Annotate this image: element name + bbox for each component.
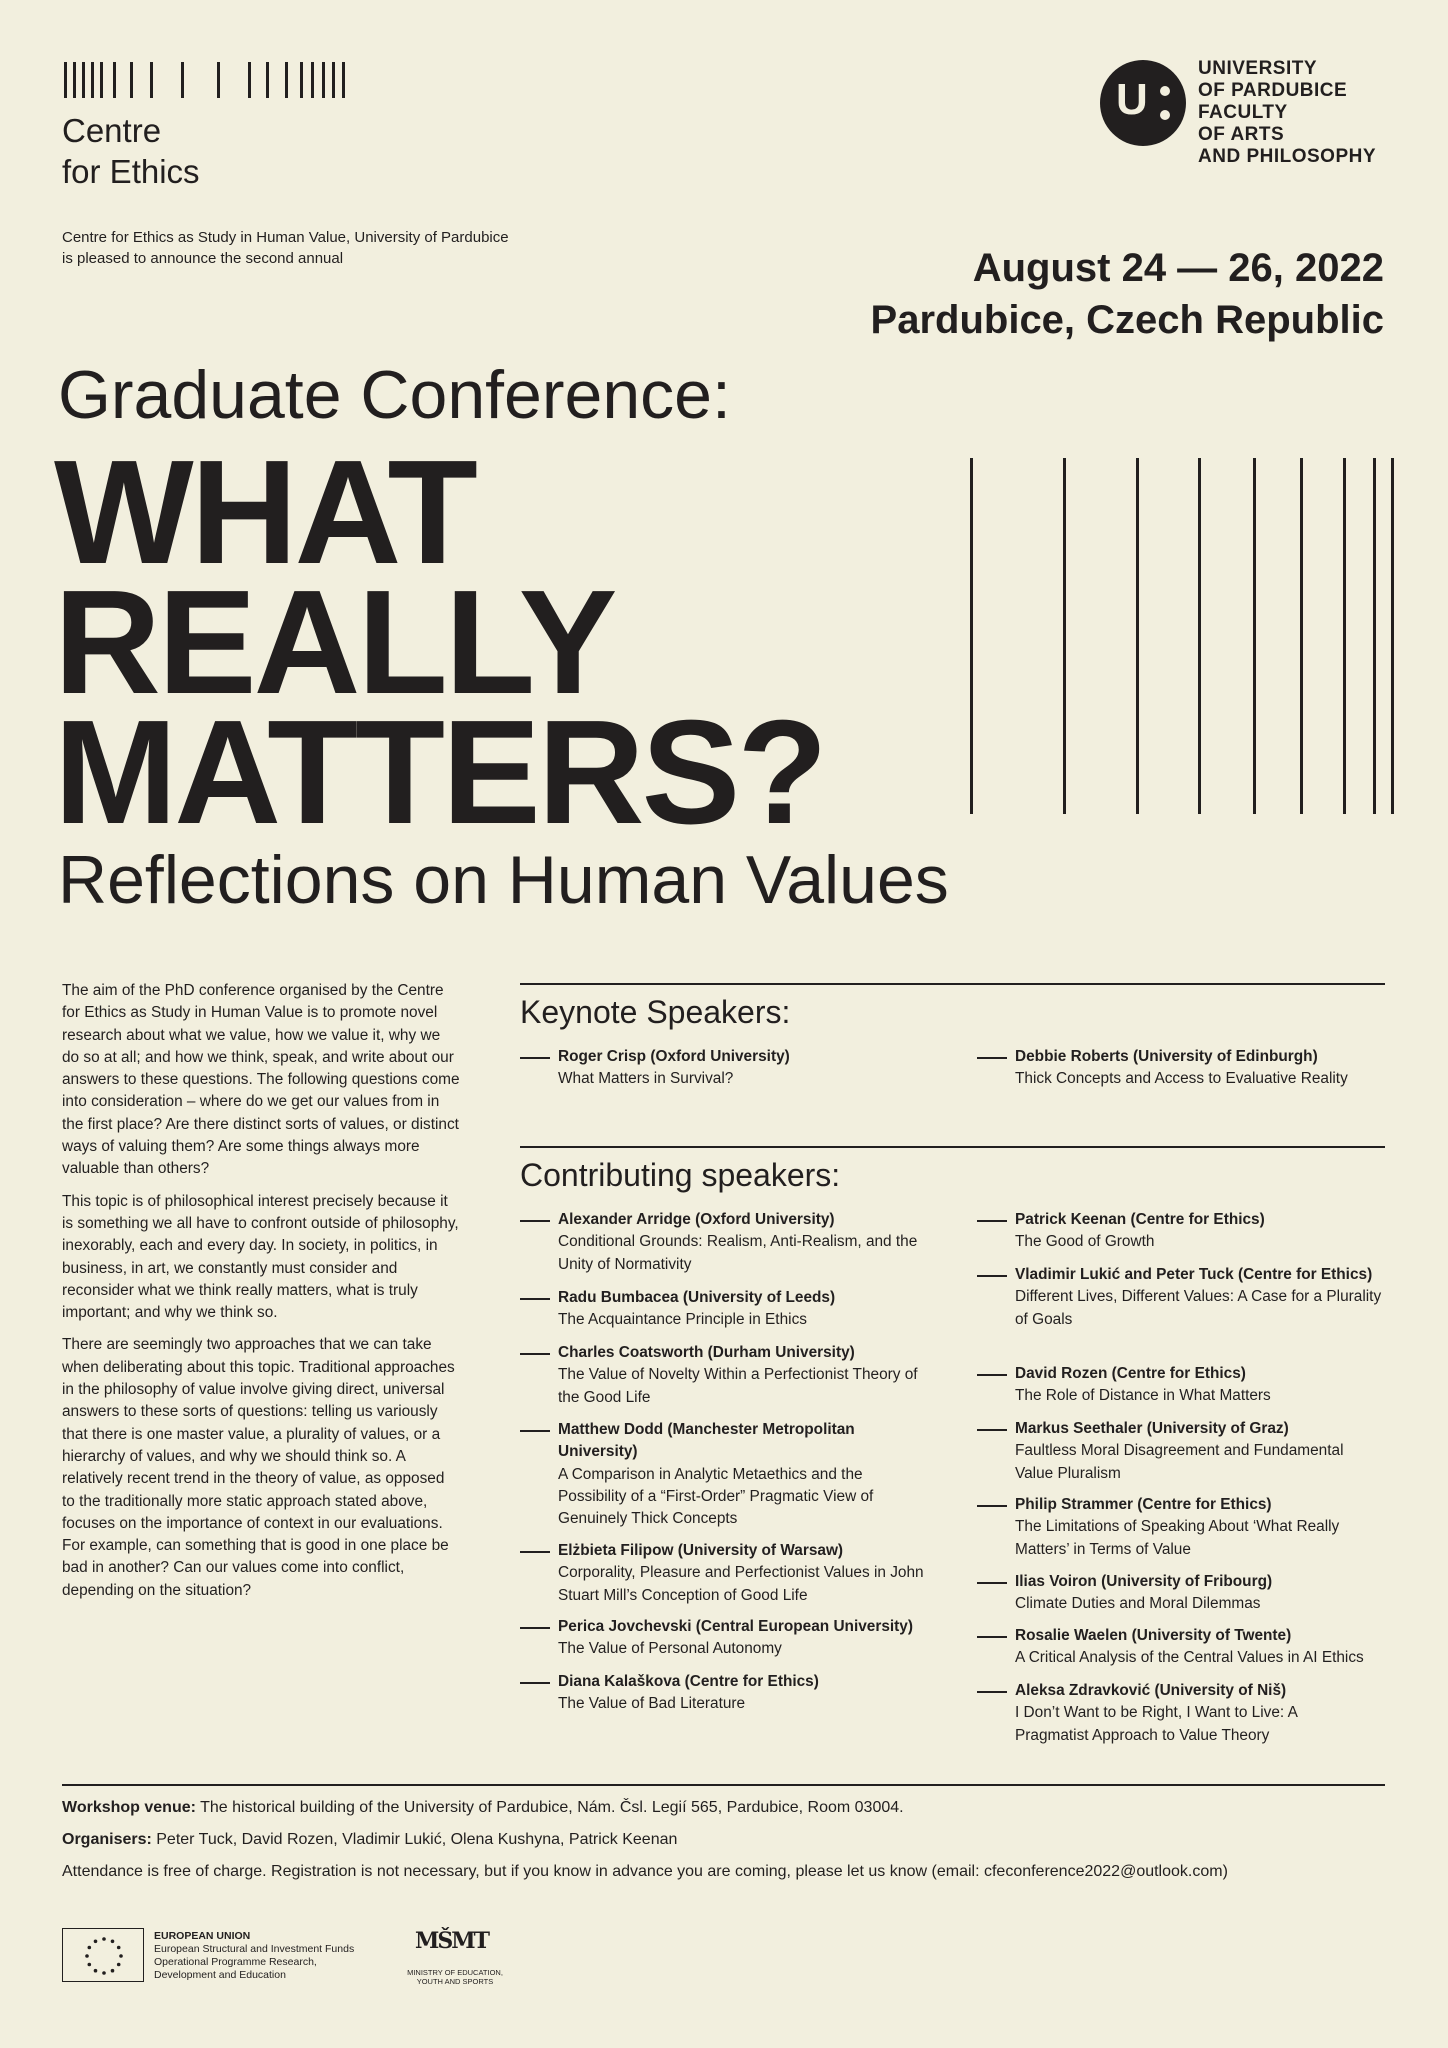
speaker-name: Matthew Dodd (Manchester Metropolitan University) bbox=[558, 1421, 855, 1461]
eu-star bbox=[94, 1940, 98, 1944]
contributing-speaker bbox=[520, 1616, 930, 1661]
university-name-line: OF PARDUBICE bbox=[1198, 80, 1348, 101]
speaker-name: Markus Seethaler (University of Graz) bbox=[1015, 1420, 1289, 1437]
contributing-speaker bbox=[520, 1540, 930, 1607]
vertical-line bbox=[1391, 458, 1394, 814]
bar bbox=[311, 62, 314, 98]
headline-line: REALLY bbox=[54, 560, 615, 725]
university-name-line: FACULTY bbox=[1198, 102, 1288, 123]
eu-star bbox=[111, 1940, 115, 1944]
eu-star bbox=[117, 1963, 121, 1967]
bar bbox=[217, 62, 220, 98]
attendance-line: Attendance is free of charge. Registration is not necessary, but if you know in advance you are coming, please let us know (email: cfeconference2022@outlook.com) bbox=[62, 1863, 1228, 1880]
eu-star bbox=[102, 1971, 106, 1975]
speaker-talk: Conditional Grounds: Realism, Anti-Realism, and the Unity of Normativity bbox=[558, 1233, 918, 1273]
speaker-talk: Climate Duties and Moral Dilemmas bbox=[1015, 1595, 1261, 1613]
vertical-line bbox=[970, 458, 973, 814]
conference-headline bbox=[54, 430, 825, 855]
speaker-talk: The Value of Novelty Within a Perfectionist Theory of the Good Life bbox=[558, 1366, 918, 1406]
contributing-speaker bbox=[977, 1571, 1397, 1616]
organisers-text: Peter Tuck, David Rozen, Vladimir Lukić, Olena Kushyna, Patrick Keenan bbox=[151, 1831, 678, 1848]
speaker-talk: Different Lives, Different Values: A Case for a Plurality of Goals bbox=[1015, 1288, 1382, 1328]
speaker-name: Ilias Voiron (University of Fribourg) bbox=[1015, 1573, 1273, 1590]
speaker-name: Rosalie Waelen (University of Twente) bbox=[1015, 1627, 1292, 1644]
venue-text: The historical building of the University of Pardubice, Nám. Čsl. Legií 565, Pardubice, Room 03004. bbox=[195, 1799, 904, 1816]
contributing-speaker bbox=[977, 1209, 1397, 1254]
bar bbox=[248, 62, 251, 98]
vertical-line bbox=[1300, 458, 1303, 814]
eu-star bbox=[119, 1954, 123, 1958]
bar bbox=[130, 62, 133, 98]
conference-kicker: Graduate Conference: bbox=[58, 357, 731, 433]
university-name-line: OF ARTS bbox=[1198, 124, 1285, 145]
eu-funding-text bbox=[154, 1930, 374, 1982]
speaker-talk: I Don’t Want to be Right, I Want to Live: A Pragmatist Approach to Value Theory bbox=[1015, 1704, 1298, 1744]
speaker-name: Diana Kalaškova (Centre for Ethics) bbox=[558, 1673, 819, 1690]
headline-line: WHAT bbox=[54, 430, 475, 595]
university-name bbox=[1198, 58, 1376, 168]
bar bbox=[150, 62, 153, 98]
eu-flag-icon bbox=[62, 1928, 144, 1982]
event-date: August 24 — 26, 2022 bbox=[972, 246, 1384, 290]
decorative-vertical-lines bbox=[970, 458, 1390, 814]
speaker-talk: The Value of Personal Autonomy bbox=[558, 1640, 782, 1658]
bar bbox=[285, 62, 288, 98]
bar bbox=[82, 62, 85, 98]
footer-info bbox=[62, 1792, 1392, 1888]
about-paragraph: There are seemingly two approaches that we can take when deliberating about this topic. Traditional approaches in the philosophy of value involve giving direct, universal answers to these sorts of questions: telling us variously that there is one master value, a plurality of values, or a hierarchy of values, and why we should think so. A relatively recent trend in the theory of value, as opposed to the traditionally more static approach stated above, focuses on the importance of context in our evaluations. For example, can something that is good in one place be bad in another? Can our values come into conflict, depending on the situation? bbox=[62, 1336, 455, 1599]
contributing-speaker bbox=[520, 1342, 930, 1409]
ministry-logo: MŠMT bbox=[415, 1928, 488, 1954]
speaker-talk: The Value of Bad Literature bbox=[558, 1695, 746, 1713]
contributing-speaker bbox=[977, 1625, 1397, 1670]
dash bbox=[977, 1057, 1007, 1059]
about-text bbox=[62, 980, 460, 1612]
eu-stars-icon bbox=[63, 1929, 145, 1983]
intro-line1: Centre for Ethics as Study in Human Value, University of Pardubice bbox=[62, 229, 509, 246]
bar bbox=[91, 62, 94, 98]
speaker-talk: Thick Concepts and Access to Evaluative Reality bbox=[1015, 1070, 1348, 1088]
ministry-line: MINISTRY OF EDUCATION, bbox=[407, 1968, 503, 1977]
university-name-line: AND PHILOSOPHY bbox=[1198, 146, 1377, 167]
contributing-speaker bbox=[977, 1494, 1397, 1561]
bar bbox=[113, 62, 116, 98]
speaker-talk: The Limitations of Speaking About ‘What Really Matters’ in Terms of Value bbox=[1015, 1518, 1340, 1558]
eu-star bbox=[85, 1954, 89, 1958]
bar bbox=[332, 62, 335, 98]
speaker-name: Elżbieta Filipow (University of Warsaw) bbox=[558, 1542, 844, 1559]
intro-text bbox=[62, 227, 622, 269]
divider bbox=[62, 1784, 1385, 1786]
bar bbox=[181, 62, 184, 98]
speaker-talk: The Acquaintance Principle in Ethics bbox=[558, 1311, 807, 1329]
speaker-talk: The Good of Growth bbox=[1015, 1233, 1155, 1251]
vertical-line bbox=[1198, 458, 1201, 814]
speaker-talk: Faultless Moral Disagreement and Fundamental Value Pluralism bbox=[1015, 1442, 1344, 1482]
vertical-line bbox=[1343, 458, 1346, 814]
contributing-title: Contributing speakers: bbox=[520, 1157, 841, 1193]
headline-line: MATTERS? bbox=[54, 690, 825, 855]
ministry-name bbox=[390, 1968, 520, 1986]
bar bbox=[342, 62, 345, 98]
speaker-talk: A Comparison in Analytic Metaethics and the Possibility of a “First-Order” Pragmatic View of Genuinely Thick Concepts bbox=[558, 1465, 874, 1528]
speaker-name: Philip Strammer (Centre for Ethics) bbox=[1015, 1496, 1272, 1513]
eu-line: EUROPEAN UNION bbox=[154, 1930, 251, 1942]
centre-name bbox=[62, 110, 200, 192]
speaker-name: Debbie Roberts (University of Edinburgh) bbox=[1015, 1048, 1318, 1065]
speaker-name: Perica Jovchevski (Central European University) bbox=[558, 1618, 913, 1635]
speaker-name: David Rozen (Centre for Ethics) bbox=[1015, 1365, 1246, 1382]
speaker-name: Patrick Keenan (Centre for Ethics) bbox=[1015, 1211, 1265, 1228]
eu-star bbox=[111, 1969, 115, 1973]
eu-star bbox=[117, 1946, 121, 1950]
divider bbox=[520, 983, 1385, 985]
speaker-name: Charles Coatsworth (Durham University) bbox=[558, 1344, 855, 1361]
university-logo-letter: U bbox=[1116, 75, 1148, 124]
centre-logo-bars bbox=[64, 62, 384, 98]
bar bbox=[300, 62, 303, 98]
contributing-speaker bbox=[520, 1287, 930, 1332]
keynote-speaker bbox=[977, 1046, 1397, 1091]
divider bbox=[520, 1146, 1385, 1148]
eu-line: Development and Education bbox=[154, 1969, 286, 1981]
keynote-speaker bbox=[520, 1046, 940, 1091]
bar bbox=[73, 62, 76, 98]
keynote-title: Keynote Speakers: bbox=[520, 994, 791, 1030]
eu-star bbox=[94, 1969, 98, 1973]
vertical-line bbox=[1253, 458, 1256, 814]
bar bbox=[266, 62, 269, 98]
vertical-line bbox=[1373, 458, 1376, 814]
contributing-speaker bbox=[977, 1264, 1397, 1331]
ministry-line: YOUTH AND SPORTS bbox=[416, 1977, 494, 1986]
speaker-talk: What Matters in Survival? bbox=[558, 1070, 734, 1088]
centre-name-line2: for Ethics bbox=[62, 153, 200, 190]
bar bbox=[64, 62, 67, 98]
contributing-speaker bbox=[977, 1680, 1397, 1747]
contributing-speaker bbox=[977, 1363, 1397, 1408]
centre-name-line1: Centre bbox=[62, 112, 162, 149]
speaker-name: Vladimir Lukić and Peter Tuck (Centre for Ethics) bbox=[1015, 1266, 1373, 1283]
eu-line: European Structural and Investment Funds bbox=[154, 1943, 355, 1955]
speaker-talk: The Role of Distance in What Matters bbox=[1015, 1387, 1271, 1405]
conference-subtitle: Reflections on Human Values bbox=[58, 842, 949, 918]
vertical-line bbox=[1136, 458, 1139, 814]
contributing-speaker bbox=[520, 1419, 930, 1530]
contributing-speaker bbox=[977, 1418, 1397, 1485]
contributing-speaker bbox=[520, 1671, 930, 1716]
eu-star bbox=[102, 1937, 106, 1941]
speaker-name: Radu Bumbacea (University of Leeds) bbox=[558, 1289, 836, 1306]
venue-line bbox=[62, 1792, 1392, 1824]
speaker-talk: Corporality, Pleasure and Perfectionist Values in John Stuart Mill’s Conception of Good Life bbox=[558, 1564, 924, 1604]
dash bbox=[520, 1057, 550, 1059]
bar bbox=[322, 62, 325, 98]
speaker-name: Aleksa Zdravković (University of Niš) bbox=[1015, 1682, 1287, 1699]
university-name-line: UNIVERSITY bbox=[1198, 58, 1318, 79]
organisers-line bbox=[62, 1824, 1392, 1856]
speaker-name: Alexander Arridge (Oxford University) bbox=[558, 1211, 835, 1228]
about-paragraph: The aim of the PhD conference organised by the Centre for Ethics as Study in Human Value is to promote novel research about what we value, how we value it, why we do so at all; and how we think, speak, and write about our answers to these questions. The following questions come into consideration – where do we get our values from in the first place? Are there distinct sorts of values, or distinct ways of valuing them? Are some things always more valuable than others? bbox=[62, 982, 460, 1178]
about-paragraph: This topic is of philosophical interest precisely because it is something we all have to confront outside of philosophy, inexorably, each and every day. In society, in politics, in business, in art, we constantly must consider and reconsider what we think really matters, what is truly important; and why we think so. bbox=[62, 1192, 459, 1322]
eu-star bbox=[88, 1963, 92, 1967]
event-place: Pardubice, Czech Republic bbox=[870, 298, 1384, 342]
bar bbox=[100, 62, 103, 98]
vertical-line bbox=[1063, 458, 1066, 814]
contributing-speaker bbox=[520, 1209, 930, 1276]
speaker-talk: A Critical Analysis of the Central Values in AI Ethics bbox=[1015, 1649, 1364, 1667]
speaker-name: Roger Crisp (Oxford University) bbox=[558, 1048, 790, 1065]
eu-line: Operational Programme Research, bbox=[154, 1956, 317, 1968]
university-logo bbox=[1100, 60, 1186, 146]
organisers-label: Organisers: bbox=[62, 1831, 152, 1848]
intro-line2: is pleased to announce the second annual bbox=[62, 250, 344, 267]
venue-label: Workshop venue: bbox=[62, 1799, 196, 1816]
eu-star bbox=[88, 1946, 92, 1950]
